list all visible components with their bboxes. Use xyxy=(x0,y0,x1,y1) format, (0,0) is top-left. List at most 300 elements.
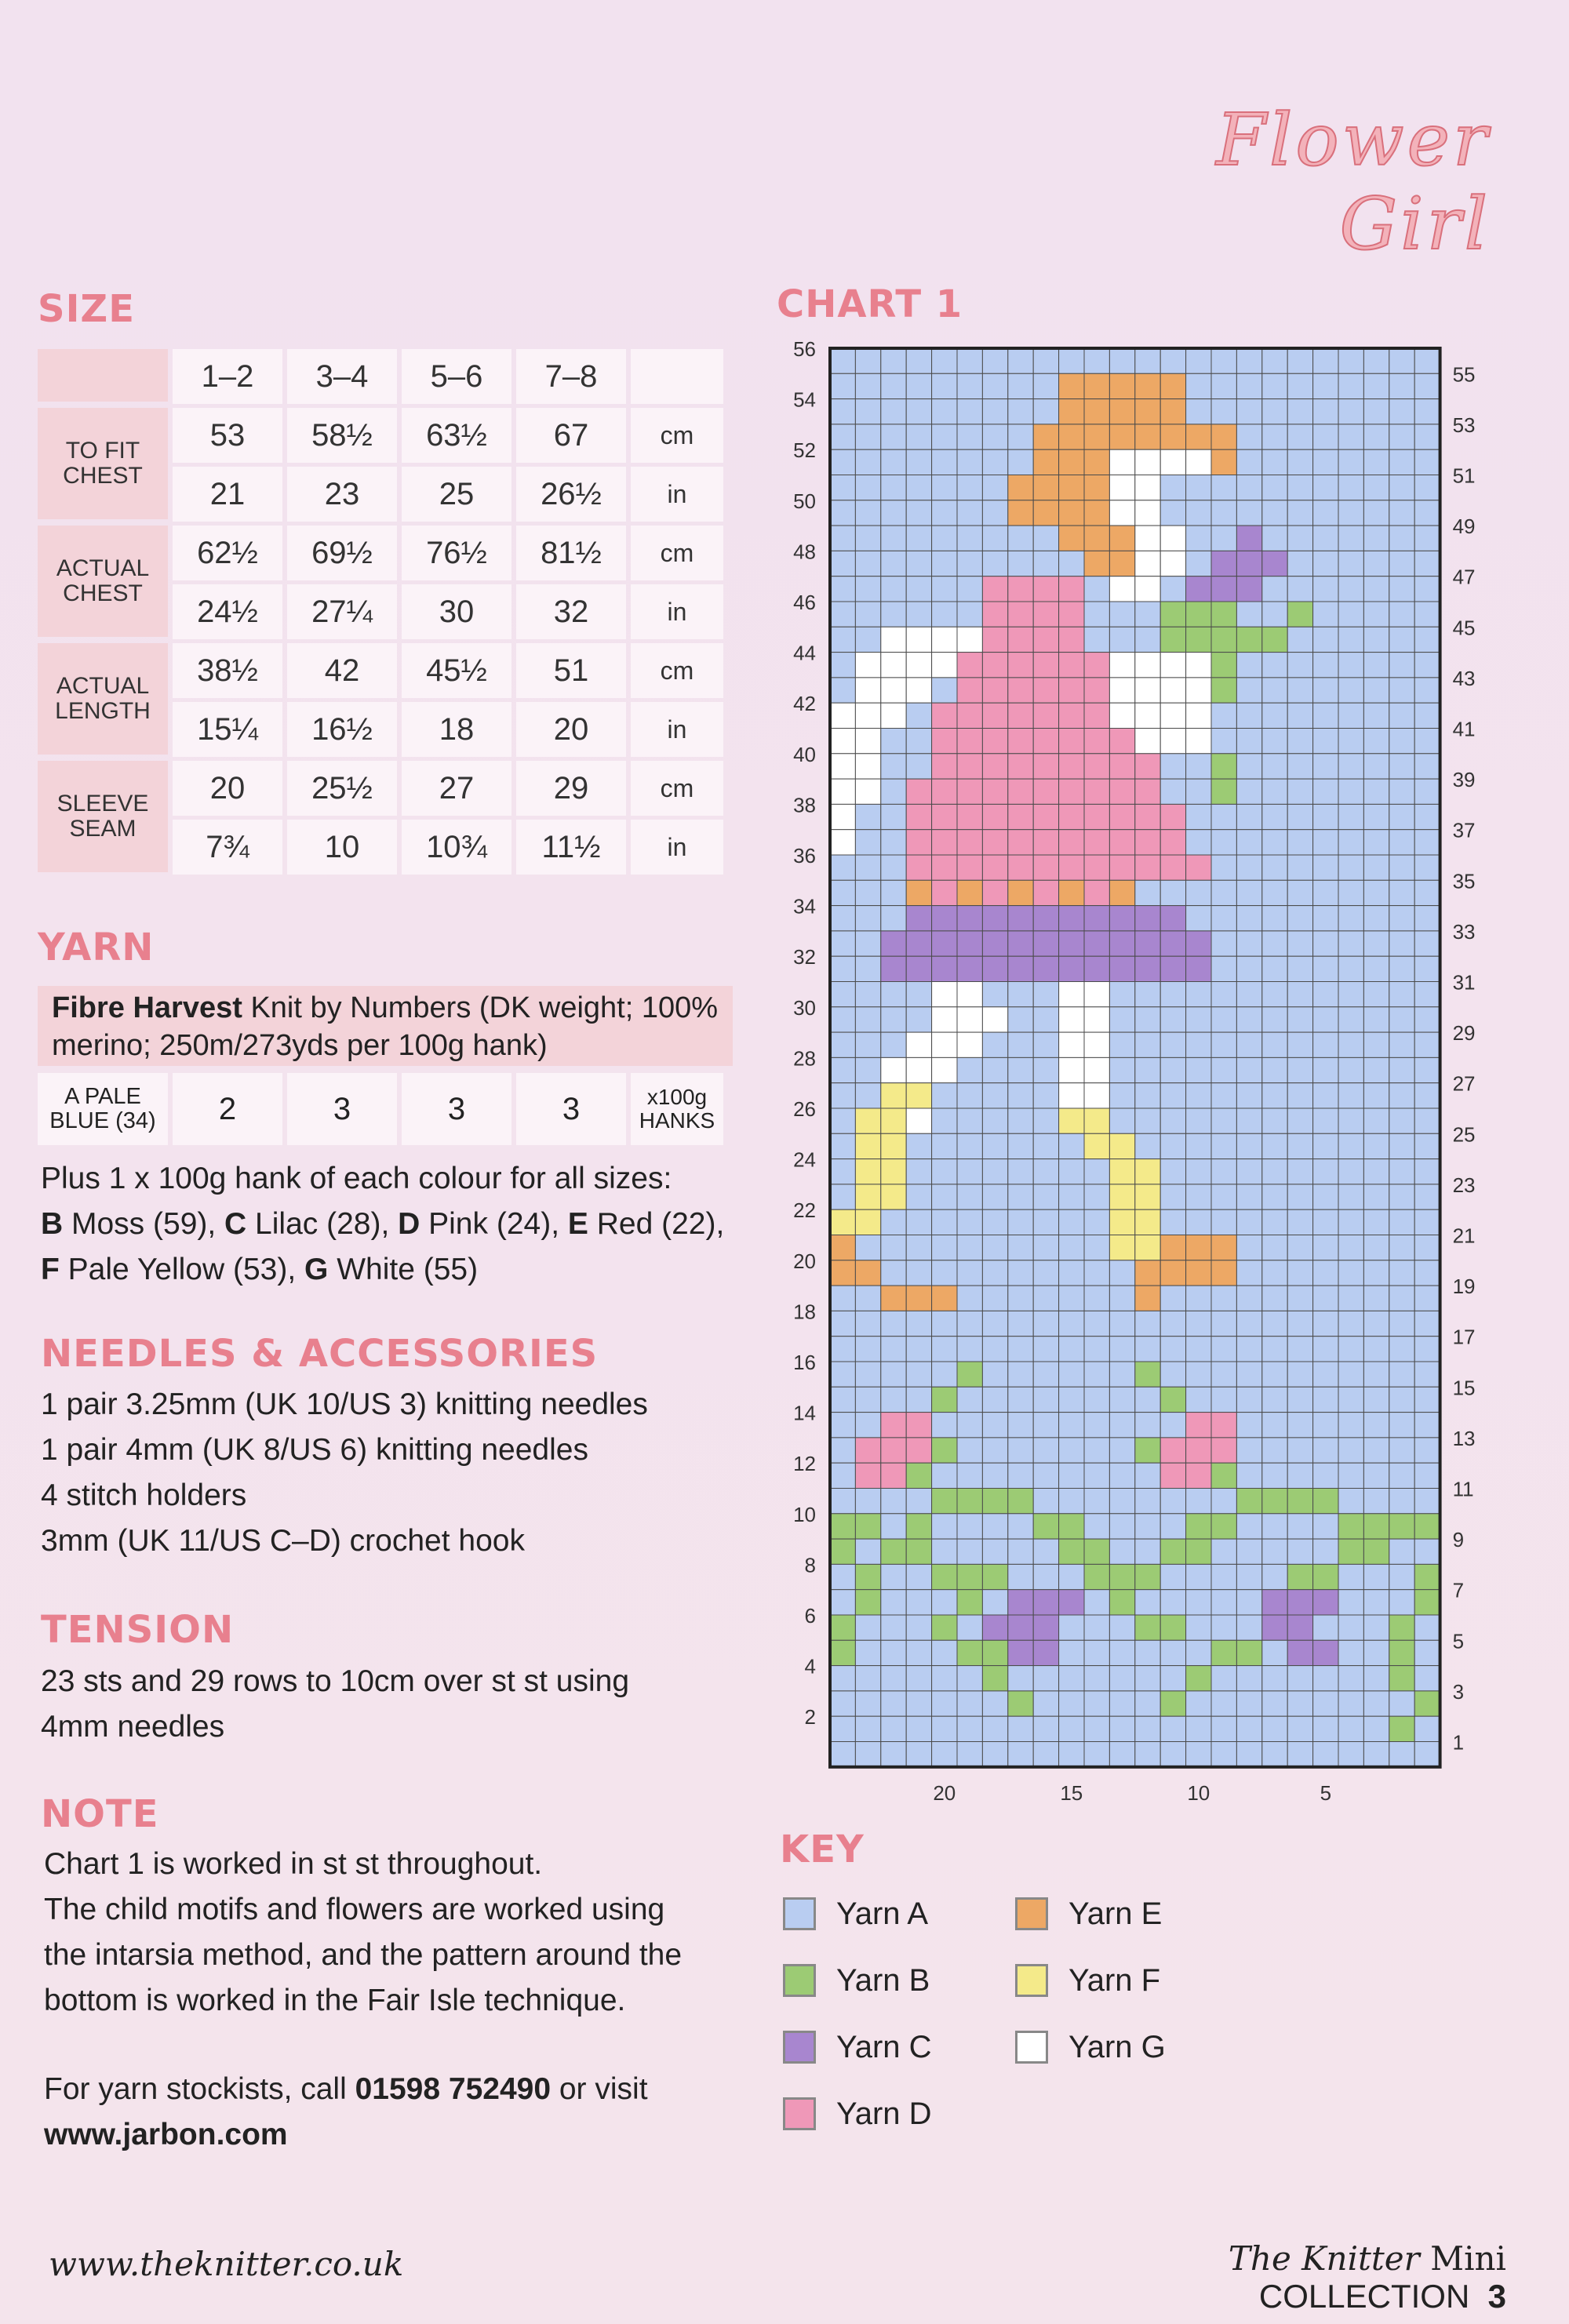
chart-cell xyxy=(1160,1716,1185,1741)
chart-cell xyxy=(1211,1590,1236,1615)
chart-cell xyxy=(1033,1489,1058,1514)
chart-cell xyxy=(1008,1184,1033,1209)
chart-cell xyxy=(1389,424,1414,449)
chart-cell xyxy=(1262,1209,1287,1235)
chart-cell xyxy=(1236,931,1261,956)
chart-cell xyxy=(1135,1007,1160,1032)
chart-cell xyxy=(1135,703,1160,728)
chart-cell xyxy=(1414,1083,1440,1108)
row-label-left: 22 xyxy=(793,1198,816,1223)
chart-cell xyxy=(1186,1133,1211,1158)
chart-cell xyxy=(1008,399,1033,424)
chart-cell xyxy=(1033,1438,1058,1463)
chart-cell xyxy=(1262,729,1287,754)
chart-cell xyxy=(1389,1337,1414,1362)
chart-cell xyxy=(1414,804,1440,829)
chart-cell xyxy=(1313,475,1338,500)
row-label-left: 54 xyxy=(793,387,816,412)
chart-cell xyxy=(1338,449,1363,475)
chart-cell xyxy=(1236,373,1261,398)
chart-cell xyxy=(1008,1032,1033,1057)
chart-cell xyxy=(1160,1032,1185,1057)
row-label-right: 13 xyxy=(1452,1426,1476,1450)
chart-cell xyxy=(1389,1362,1414,1387)
row-label-left: 4 xyxy=(804,1654,816,1678)
chart-cell xyxy=(957,1159,982,1184)
chart-cell xyxy=(881,804,906,829)
chart-cell xyxy=(1008,982,1033,1007)
column-label: 10 xyxy=(1187,1780,1210,1805)
chart-cell xyxy=(881,1311,906,1336)
key-label: Yarn F xyxy=(1068,1962,1161,1998)
chart-cell xyxy=(1059,1615,1084,1640)
size-cell: 3–4 xyxy=(287,349,397,404)
chart-cell xyxy=(1135,1057,1160,1082)
yarn-colours-line-1 xyxy=(41,1202,747,1247)
chart-cell xyxy=(1236,804,1261,829)
chart-cell xyxy=(1414,906,1440,931)
chart-cell xyxy=(1287,500,1312,526)
chart-cell xyxy=(1313,551,1338,576)
chart-cell xyxy=(932,1489,957,1514)
chart-cell xyxy=(830,1260,855,1286)
chart-cell xyxy=(1287,1057,1312,1082)
chart-cell xyxy=(1414,1007,1440,1032)
chart-cell xyxy=(855,602,880,627)
chart-cell xyxy=(1135,1184,1160,1209)
size-cell: 25 xyxy=(402,467,511,522)
chart-cell xyxy=(1287,449,1312,475)
size-table-row xyxy=(173,761,868,820)
row-label-left: 16 xyxy=(793,1351,816,1374)
chart-cell xyxy=(1084,1539,1109,1564)
swatch-icon xyxy=(783,2031,816,2064)
chart-cell xyxy=(855,1564,880,1589)
chart-cell xyxy=(982,399,1007,424)
chart-cell xyxy=(1059,1311,1084,1336)
chart-cell xyxy=(957,1666,982,1691)
chart-cell xyxy=(1008,424,1033,449)
chart-cell xyxy=(1389,1032,1414,1057)
chart-cell xyxy=(1287,1362,1312,1387)
chart-cell xyxy=(1186,1235,1211,1260)
chart-cell xyxy=(1313,1057,1338,1082)
chart-cell xyxy=(1287,627,1312,652)
row-label-left: 2 xyxy=(804,1705,816,1729)
chart-cell xyxy=(1262,703,1287,728)
size-cell: 53 xyxy=(173,408,282,463)
chart-cell xyxy=(1008,956,1033,981)
chart-cell xyxy=(1414,1742,1440,1767)
chart-cell xyxy=(881,1590,906,1615)
chart-cell xyxy=(1414,1564,1440,1589)
chart-cell xyxy=(1211,729,1236,754)
chart-cell xyxy=(1135,526,1160,551)
chart-cell xyxy=(1287,1337,1312,1362)
chart-cell xyxy=(1287,399,1312,424)
chart-cell xyxy=(830,982,855,1007)
chart-cell xyxy=(957,830,982,855)
chart-cell xyxy=(932,729,957,754)
chart-cell xyxy=(1135,1260,1160,1286)
chart-cell xyxy=(1313,855,1338,880)
chart-cell xyxy=(1389,855,1414,880)
chart-cell xyxy=(1338,576,1363,602)
chart-cell xyxy=(1313,1716,1338,1741)
chart-cell xyxy=(855,1235,880,1260)
chart-cell xyxy=(1236,1716,1261,1741)
footer-magazine xyxy=(1004,2239,1506,2315)
chart-cell xyxy=(1262,1539,1287,1564)
chart-cell xyxy=(1262,424,1287,449)
chart-cell xyxy=(1211,830,1236,855)
chart-cell xyxy=(1084,653,1109,678)
chart-cell xyxy=(1059,475,1084,500)
chart-cell xyxy=(881,373,906,398)
chart-cell xyxy=(1414,449,1440,475)
size-cell: 42 xyxy=(287,643,397,698)
chart-cell xyxy=(881,1184,906,1209)
row-label-left: 46 xyxy=(793,591,816,614)
chart-cell xyxy=(1135,551,1160,576)
chart-cell xyxy=(1109,1564,1134,1589)
chart-cell xyxy=(906,729,931,754)
chart-cell xyxy=(1008,855,1033,880)
chart-cell xyxy=(881,1260,906,1286)
chart-cell xyxy=(855,729,880,754)
chart-cell xyxy=(1084,880,1109,905)
chart-cell xyxy=(1109,956,1134,981)
chart-cell xyxy=(1109,1489,1134,1514)
chart-cell xyxy=(1236,1007,1261,1032)
chart-cell xyxy=(1160,678,1185,703)
chart-cell xyxy=(1363,1235,1389,1260)
chart-cell xyxy=(1033,1564,1058,1589)
chart-cell xyxy=(1084,399,1109,424)
chart-cell xyxy=(1186,703,1211,728)
chart-cell xyxy=(1236,956,1261,981)
chart-cell xyxy=(1109,931,1134,956)
yarn-unit-b: HANKS xyxy=(639,1108,715,1133)
chart-cell xyxy=(1084,602,1109,627)
chart-cell xyxy=(1287,956,1312,981)
row-label-left: 56 xyxy=(793,337,816,361)
chart-cell xyxy=(1211,703,1236,728)
chart-cell xyxy=(1313,830,1338,855)
chart-cell xyxy=(1059,1108,1084,1133)
chart-cell xyxy=(1287,1463,1312,1488)
chart-cell xyxy=(1084,475,1109,500)
chart-cell xyxy=(982,982,1007,1007)
size-table-row xyxy=(173,408,868,467)
row-label-left: 40 xyxy=(793,742,816,766)
chart-cell xyxy=(982,678,1007,703)
chart-cell xyxy=(1338,500,1363,526)
tension-line: 4mm needles xyxy=(41,1710,225,1744)
knitting-chart xyxy=(769,337,1506,1812)
chart-cell xyxy=(855,804,880,829)
chart-cell xyxy=(1313,1615,1338,1640)
chart-cell xyxy=(1287,1615,1312,1640)
chart-cell xyxy=(1313,449,1338,475)
chart-cell xyxy=(1313,1691,1338,1716)
size-cell: 5–6 xyxy=(402,349,511,404)
chart-cell xyxy=(932,1640,957,1665)
chart-cell xyxy=(932,956,957,981)
chart-cell xyxy=(1033,1666,1058,1691)
chart-cell xyxy=(1414,602,1440,627)
chart-cell xyxy=(1287,1413,1312,1438)
chart-cell xyxy=(906,1362,931,1387)
chart-cell xyxy=(1211,906,1236,931)
chart-cell xyxy=(1236,576,1261,602)
chart-cell xyxy=(1084,1438,1109,1463)
chart-cell xyxy=(855,551,880,576)
chart-cell xyxy=(1389,1438,1414,1463)
chart-cell xyxy=(1084,804,1109,829)
chart-cell xyxy=(881,526,906,551)
size-cell: 1–2 xyxy=(173,349,282,404)
chart-cell xyxy=(1363,576,1389,602)
chart-cell xyxy=(957,880,982,905)
chart-cell xyxy=(1389,1057,1414,1082)
chart-cell xyxy=(881,449,906,475)
chart-cell xyxy=(1109,1640,1134,1665)
chart-cell xyxy=(1008,906,1033,931)
chart-cell xyxy=(1363,1463,1389,1488)
chart-cell xyxy=(1363,602,1389,627)
chart-cell xyxy=(1236,653,1261,678)
chart-cell xyxy=(1109,729,1134,754)
size-cell: 63½ xyxy=(402,408,511,463)
chart-cell xyxy=(1160,1615,1185,1640)
chart-cell xyxy=(1059,1286,1084,1311)
chart-cell xyxy=(1414,754,1440,779)
chart-cell xyxy=(1084,1742,1109,1767)
chart-cell xyxy=(830,1387,855,1412)
chart-cell xyxy=(1338,1666,1363,1691)
chart-cell xyxy=(1211,1337,1236,1362)
chart-cell xyxy=(1109,1463,1134,1488)
chart-cell xyxy=(1084,627,1109,652)
chart-cell xyxy=(1287,576,1312,602)
chart-cell xyxy=(1338,1083,1363,1108)
chart-cell xyxy=(1008,1742,1033,1767)
swatch-icon xyxy=(1015,1964,1048,1997)
chart-cell xyxy=(881,1057,906,1082)
chart-cell xyxy=(1008,754,1033,779)
key-item xyxy=(783,2090,932,2137)
chart-cell xyxy=(1186,576,1211,602)
chart-cell xyxy=(1186,1209,1211,1235)
size-unit: cm xyxy=(631,408,723,463)
chart-cell xyxy=(906,1184,931,1209)
chart-cell xyxy=(1287,1539,1312,1564)
row-label-left: 42 xyxy=(793,692,816,716)
chart-cell xyxy=(1236,1032,1261,1057)
chart-cell xyxy=(906,1716,931,1741)
row-label-right: 11 xyxy=(1452,1477,1474,1501)
chart-cell xyxy=(1084,931,1109,956)
chart-cell xyxy=(1059,982,1084,1007)
chart-cell xyxy=(1338,1742,1363,1767)
chart-cell xyxy=(830,1438,855,1463)
chart-cell xyxy=(830,1337,855,1362)
chart-cell xyxy=(1262,373,1287,398)
chart-cell xyxy=(1160,1311,1185,1336)
chart-cell xyxy=(855,880,880,905)
swatch-icon xyxy=(1015,1897,1048,1930)
chart-cell xyxy=(1160,500,1185,526)
chart-cell xyxy=(932,1133,957,1158)
chart-cell xyxy=(830,1489,855,1514)
chart-cell xyxy=(1033,804,1058,829)
chart-cell xyxy=(1186,1007,1211,1032)
chart-cell xyxy=(855,1057,880,1082)
key-label: Yarn A xyxy=(836,1896,929,1931)
chart-cell xyxy=(1160,373,1185,398)
chart-cell xyxy=(1363,830,1389,855)
chart-cell xyxy=(1262,576,1287,602)
chart-cell xyxy=(1338,1413,1363,1438)
chart-cell xyxy=(1109,804,1134,829)
chart-cell xyxy=(1211,1463,1236,1488)
chart-cell xyxy=(1135,1539,1160,1564)
key-label: Yarn G xyxy=(1068,2029,1166,2064)
chart-cell xyxy=(1033,1742,1058,1767)
chart-cell xyxy=(1287,1133,1312,1158)
chart-cell xyxy=(1389,526,1414,551)
chart-cell xyxy=(1338,1387,1363,1412)
chart-cell xyxy=(1160,1564,1185,1589)
chart-cell xyxy=(1338,754,1363,779)
key-label: Yarn B xyxy=(836,1962,930,1998)
size-cell: 7¾ xyxy=(173,820,282,875)
chart-cell xyxy=(957,1691,982,1716)
chart-cell xyxy=(1186,1489,1211,1514)
chart-cell xyxy=(1389,1564,1414,1589)
chart-cell xyxy=(1414,1108,1440,1133)
chart-cell xyxy=(1033,373,1058,398)
chart-cell xyxy=(982,1666,1007,1691)
chart-cell xyxy=(1236,754,1261,779)
chart-cell xyxy=(881,1007,906,1032)
chart-cell xyxy=(1109,526,1134,551)
chart-cell xyxy=(1287,678,1312,703)
chart-cell xyxy=(1109,424,1134,449)
chart-cell xyxy=(1313,1438,1338,1463)
chart-cell xyxy=(932,1083,957,1108)
yarn-unit-a: x100g xyxy=(646,1085,708,1109)
chart-cell xyxy=(932,779,957,804)
chart-cell xyxy=(881,1286,906,1311)
chart-cell xyxy=(982,1742,1007,1767)
chart-cell xyxy=(1033,982,1058,1007)
chart-cell xyxy=(1084,1108,1109,1133)
chart-cell xyxy=(1033,779,1058,804)
chart-cell xyxy=(1389,729,1414,754)
row-label-right: 39 xyxy=(1452,768,1476,792)
size-unit xyxy=(631,349,723,404)
chart-cell xyxy=(855,1260,880,1286)
chart-cell xyxy=(1135,1235,1160,1260)
chart-cell xyxy=(1186,1362,1211,1387)
chart-cell xyxy=(906,1666,931,1691)
chart-cell xyxy=(932,982,957,1007)
chart-cell xyxy=(1313,576,1338,602)
stockist-text xyxy=(44,2067,750,2158)
chart-cell xyxy=(906,1691,931,1716)
chart-cell xyxy=(881,1514,906,1539)
key-item xyxy=(1015,2024,1166,2071)
chart-cell xyxy=(932,627,957,652)
chart-cell xyxy=(1160,1286,1185,1311)
chart-cell xyxy=(1135,1286,1160,1311)
chart-cell xyxy=(957,1742,982,1767)
chart-cell xyxy=(1338,1716,1363,1741)
chart-cell xyxy=(982,1184,1007,1209)
size-cell: 45½ xyxy=(402,643,511,698)
chart-cell xyxy=(1414,653,1440,678)
stockist-website-link[interactable]: www.jarbon.com xyxy=(44,2118,288,2151)
chart-cell xyxy=(1287,1159,1312,1184)
chart-cell xyxy=(982,1108,1007,1133)
chart-cell xyxy=(1363,449,1389,475)
chart-cell xyxy=(1135,653,1160,678)
chart-cell xyxy=(1109,348,1134,373)
chart-cell xyxy=(881,1615,906,1640)
chart-cell xyxy=(1338,1032,1363,1057)
chart-cell xyxy=(1186,551,1211,576)
chart-cell xyxy=(982,1260,1007,1286)
chart-cell xyxy=(906,880,931,905)
chart-cell xyxy=(1135,1413,1160,1438)
chart-cell xyxy=(855,678,880,703)
chart-cell xyxy=(1160,1209,1185,1235)
chart-cell xyxy=(1262,678,1287,703)
chart-cell xyxy=(1211,551,1236,576)
size-cell: 20 xyxy=(516,702,626,757)
chart-cell xyxy=(1211,1362,1236,1387)
chart-cell xyxy=(906,602,931,627)
chart-cell xyxy=(1363,1514,1389,1539)
chart-cell xyxy=(1313,653,1338,678)
row-label-right: 1 xyxy=(1452,1730,1465,1755)
chart-cell xyxy=(957,1311,982,1336)
chart-cell xyxy=(957,855,982,880)
chart-cell xyxy=(1338,1007,1363,1032)
chart-cell xyxy=(1033,1691,1058,1716)
chart-cell xyxy=(1084,1337,1109,1362)
chart-cell xyxy=(1236,1159,1261,1184)
chart-cell xyxy=(957,754,982,779)
chart-cell xyxy=(1287,602,1312,627)
chart-cell xyxy=(1135,1108,1160,1133)
chart-cell xyxy=(830,906,855,931)
chart-cell xyxy=(1262,1387,1287,1412)
chart-cell xyxy=(1186,1590,1211,1615)
chart-cell xyxy=(1008,1083,1033,1108)
size-cell: 62½ xyxy=(173,526,282,580)
size-cell: 16½ xyxy=(287,702,397,757)
chart-cell xyxy=(1363,1691,1389,1716)
key-item xyxy=(783,1957,930,2004)
chart-cell xyxy=(1313,1489,1338,1514)
chart-cell xyxy=(1236,830,1261,855)
size-cell: 58½ xyxy=(287,408,397,463)
chart-cell xyxy=(830,576,855,602)
chart-cell xyxy=(932,804,957,829)
